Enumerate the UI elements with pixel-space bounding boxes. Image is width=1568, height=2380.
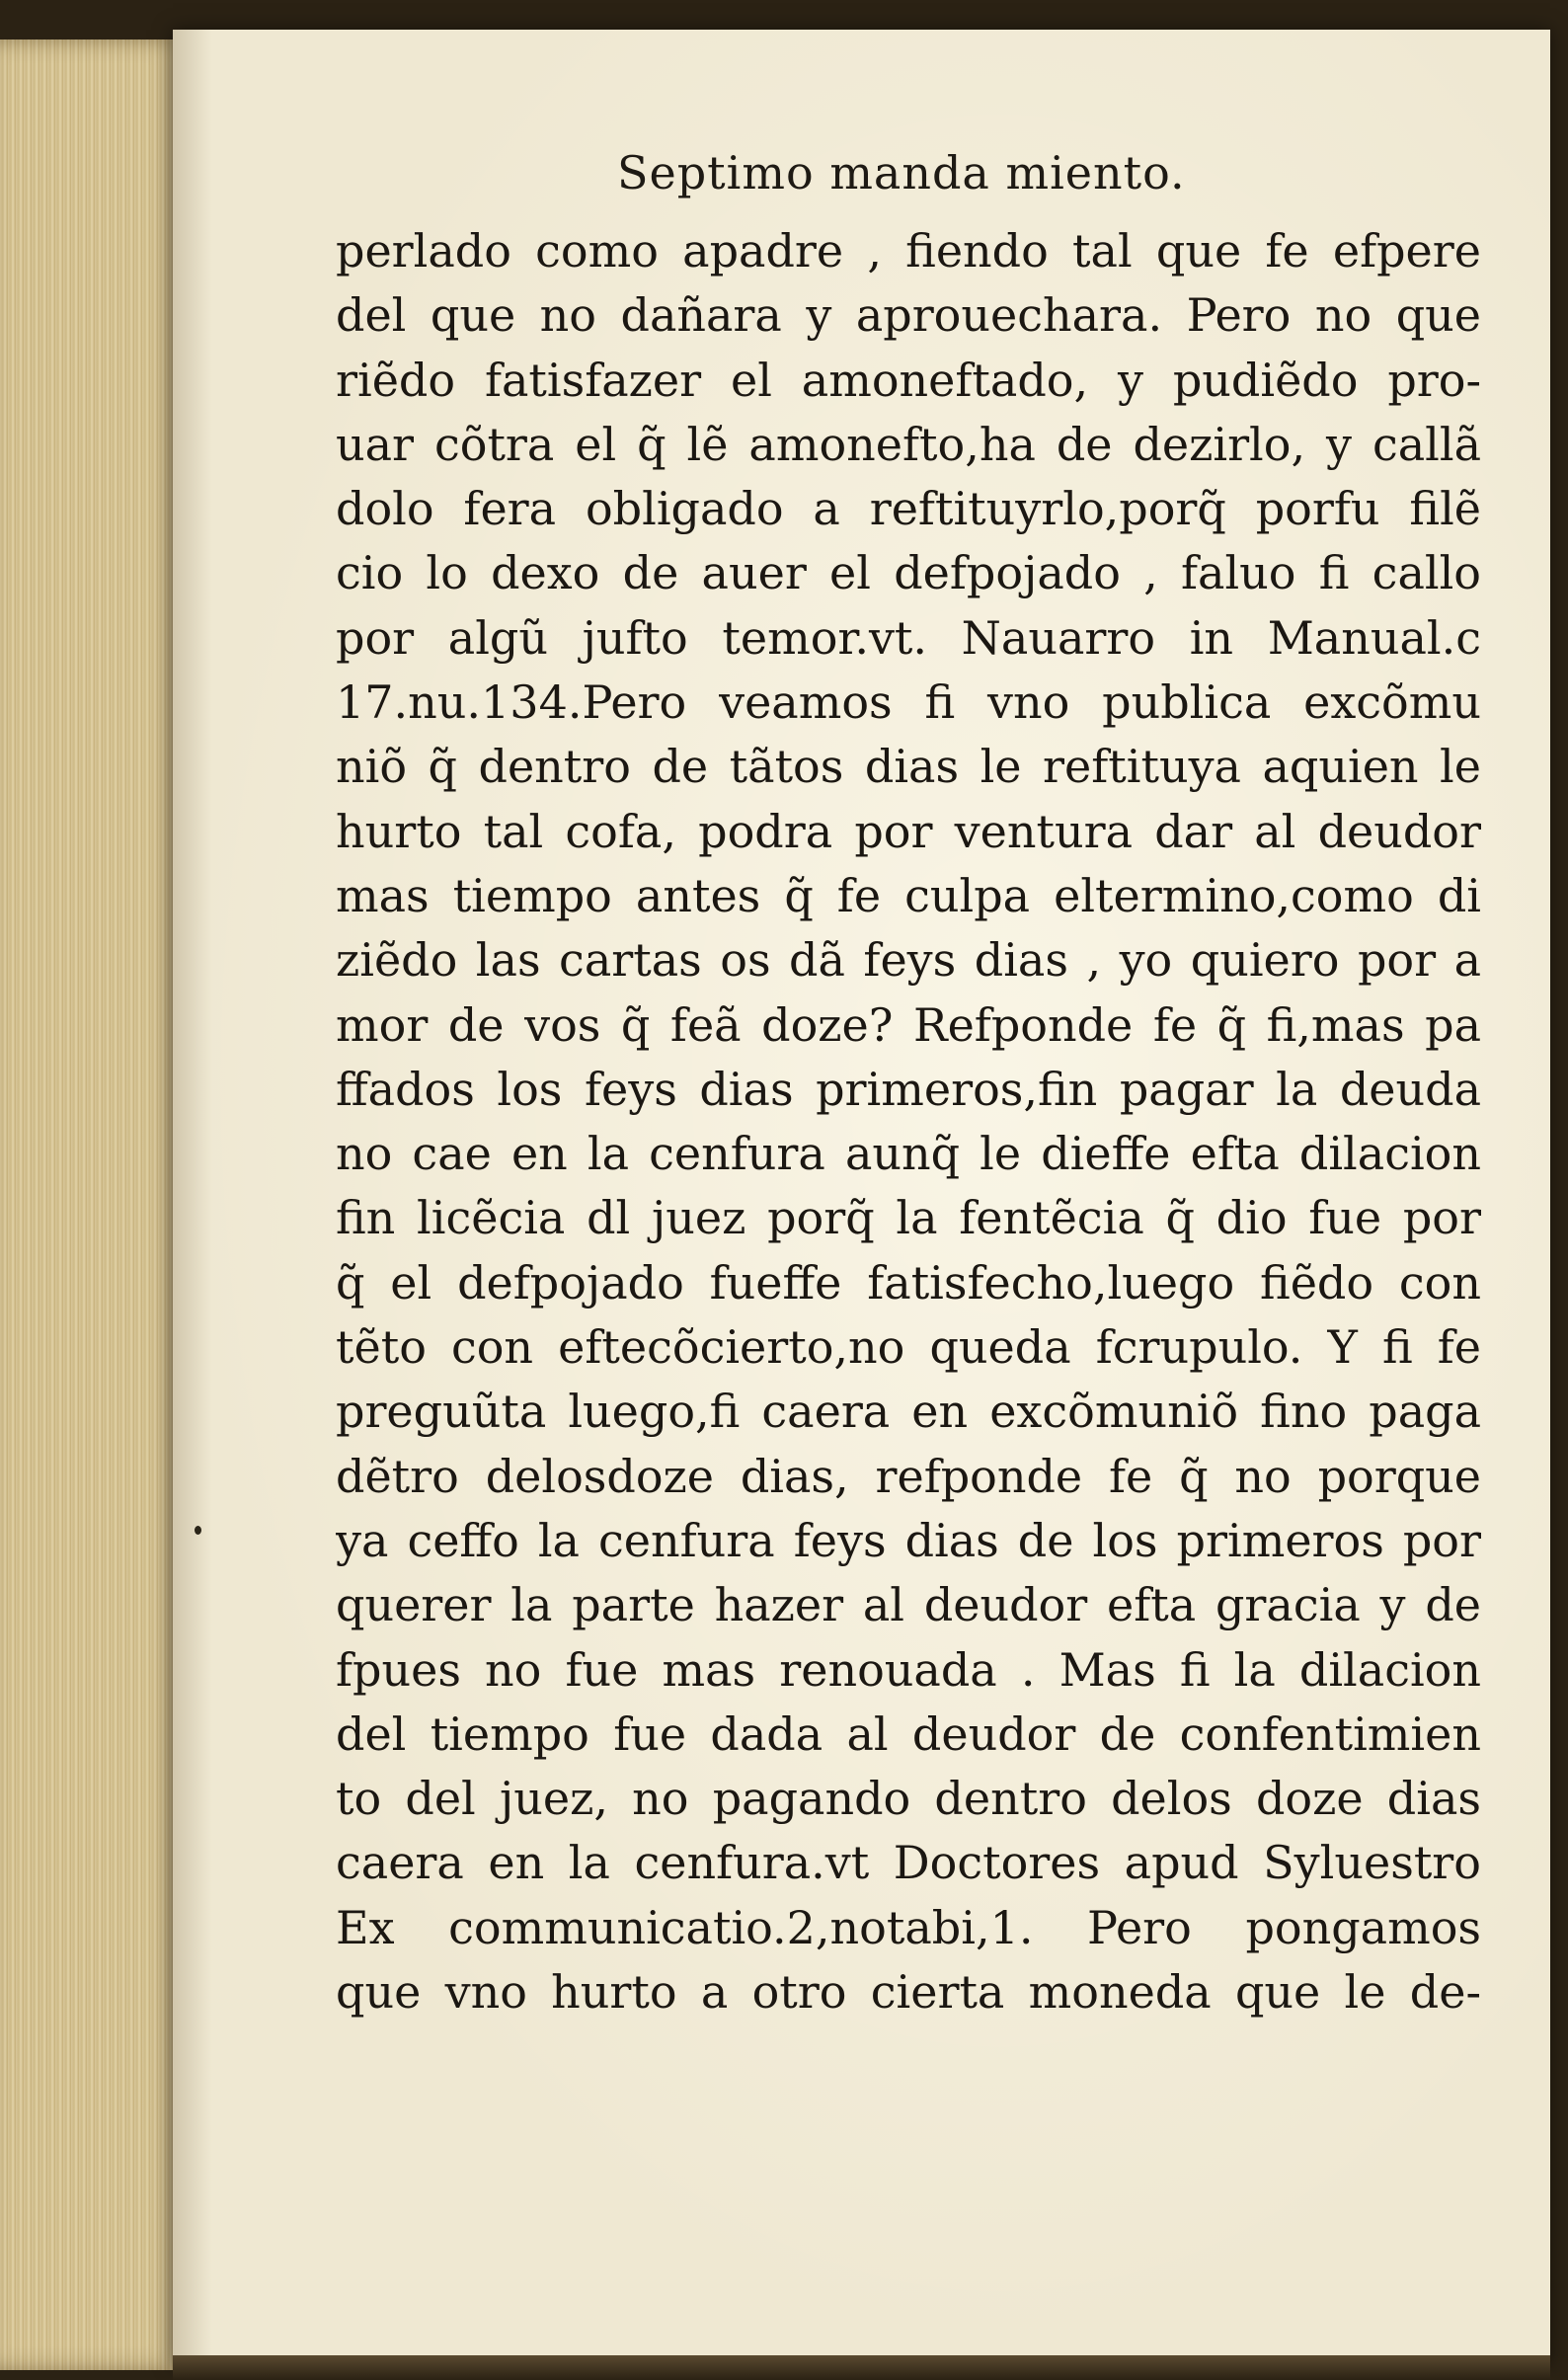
text-line: mas tiempo antes q̃ fe culpa eltermino,como di	[336, 868, 1481, 922]
text-line: fpues no fue mas renouada . Mas fi la dilacion	[336, 1642, 1481, 1697]
text-line: caera en la cenfura.vt Doctores apud Syluestro	[336, 1836, 1481, 1890]
text-line: niõ q̃ dentro de tãtos dias le reftituya aquien le	[336, 740, 1481, 794]
ink-blot	[195, 1526, 201, 1535]
text-line: Ex communicatio.2,notabi,1. Pero pongamos	[336, 1900, 1481, 1954]
text-line: querer la parte hazer al deudor efta gracia y de	[336, 1578, 1481, 1632]
text-line: q̃ el defpojado fueffe fatisfecho,luego fiẽdo con	[336, 1255, 1481, 1309]
text-line: mor de vos q̃ feã doze? Refponde fe q̃ fi,mas pa	[336, 997, 1481, 1052]
text-line: no cae en la cenfura aunq̃ le dieffe efta dilacion	[336, 1127, 1481, 1181]
text-line: 17.nu.134.Pero veamos fi vno publica excõmu	[336, 675, 1481, 730]
text-line: del tiempo fue dada al deudor de confentimien	[336, 1706, 1481, 1761]
text-line: que vno hurto a otro cierta moneda que le de-	[336, 1965, 1481, 2020]
text-line: perlado como apadre , fiendo tal que fe efpere	[336, 224, 1481, 278]
text-line: ffados los feys dias primeros,fin pagar la deuda	[336, 1062, 1481, 1116]
text-line: fin licẽcia dl juez porq̃ la fentẽcia q̃ dio fue por	[336, 1191, 1481, 1245]
text-line: uar cõtra el q̃ lẽ amonefto,ha de dezirlo, y callã	[336, 417, 1481, 471]
text-line: riẽdo fatisfazer el amoneftado, y pudiẽdo pro-	[336, 353, 1481, 407]
text-line: preguũta luego,fi caera en excõmuniõ fino paga	[336, 1385, 1481, 1439]
book-fore-edge	[0, 40, 188, 2370]
text-line: ya ceffo la cenfura feys dias de los primeros por	[336, 1513, 1481, 1567]
text-line: to del juez, no pagando dentro delos doze dias	[336, 1772, 1481, 1826]
body-text	[336, 219, 1481, 2024]
text-line: tẽto con eftecõcierto,no queda fcrupulo. Y fi fe	[336, 1320, 1481, 1375]
running-head: Septimo manda miento.	[617, 146, 1186, 199]
text-line: por algũ jufto temor.vt. Nauarro in Manual.c	[336, 610, 1481, 665]
text-line: cio lo dexo de auer el defpojado , faluo fi callo	[336, 546, 1481, 600]
text-line: ziẽdo las cartas os dã feys dias , yo quiero por a	[336, 933, 1481, 988]
page-bottom-shadow	[173, 2355, 1550, 2380]
text-line: hurto tal cofa, podra por ventura dar al deudor	[336, 804, 1481, 858]
text-line: dolo fera obligado a reftituyrlo,porq̃ porfu filẽ	[336, 482, 1481, 536]
text-line: dẽtro delosdoze dias, refponde fe q̃ no porque	[336, 1449, 1481, 1503]
text-line: del que no dañara y aprouechara. Pero no que	[336, 288, 1481, 343]
